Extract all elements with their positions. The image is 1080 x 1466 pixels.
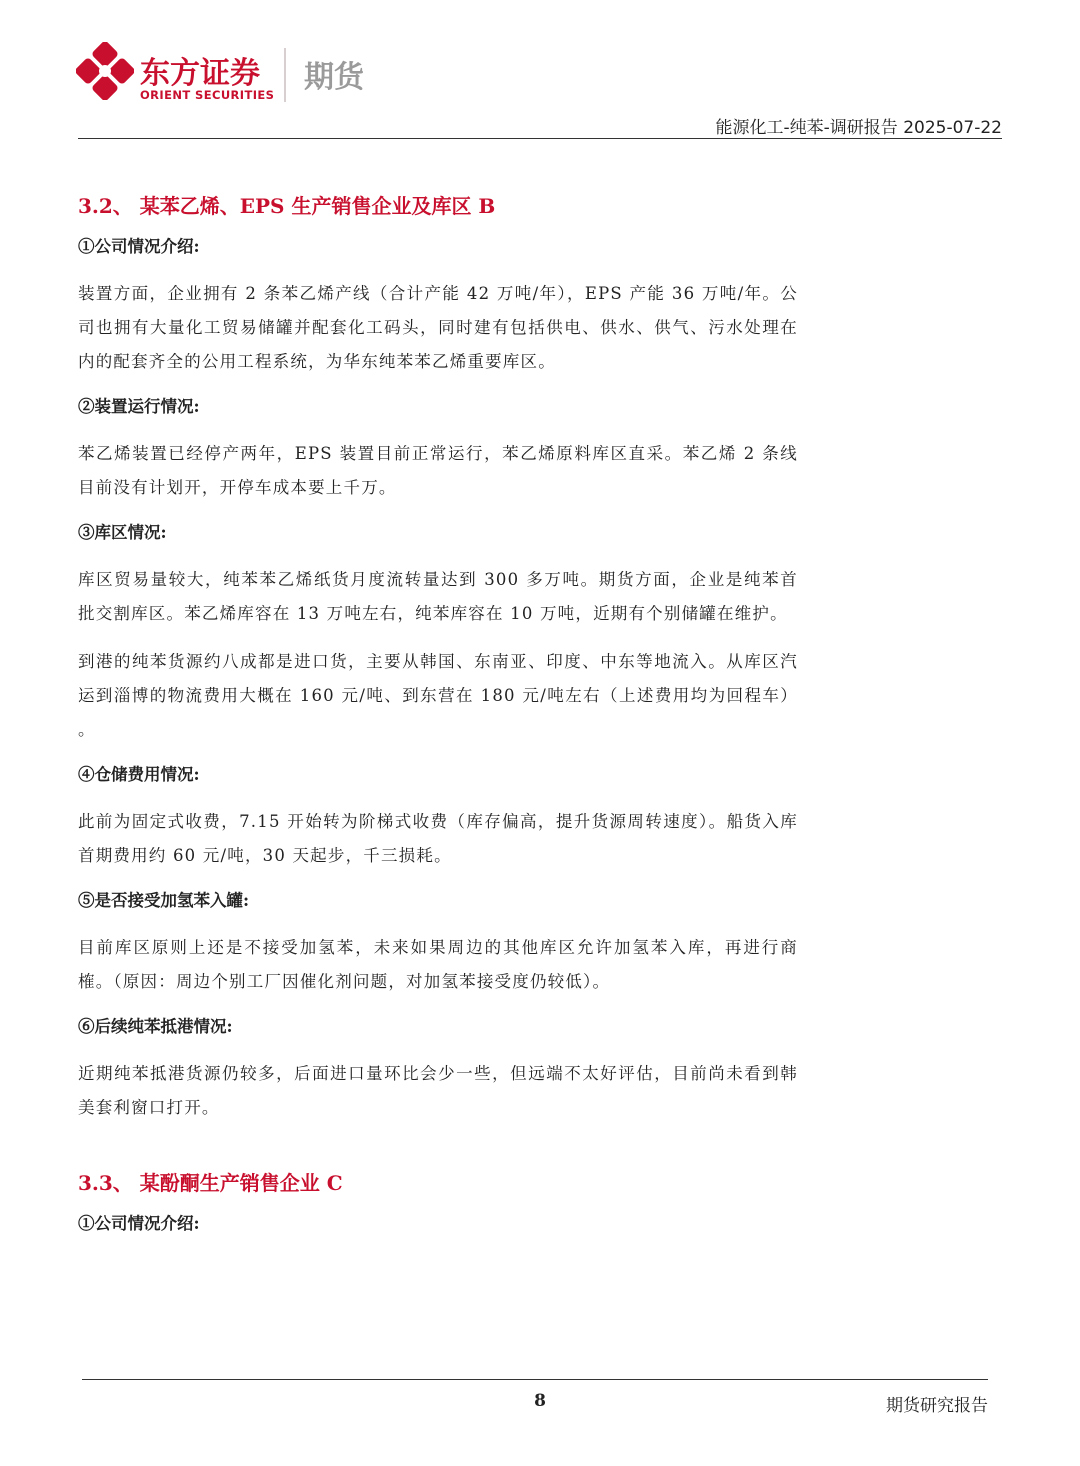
paragraph-storage-area: 库区贸易量较大，纯苯苯乙烯纸货月度流转量达到 300 多万吨。期货方面，企业是纯苯首批交割库区。苯乙烯库容在 13 万吨左右，纯苯库容在 10 万吨，近期有个别储罐在维护。 xyxy=(78,570,798,623)
page-number: 8 xyxy=(534,1391,546,1411)
subheading-port-arrivals: ⑥后续纯苯抵港情况: xyxy=(78,1017,233,1036)
paragraph-company-intro: 装置方面，企业拥有 2 条苯乙烯产线（合计产能 42 万吨/年），EPS 产能 36 万吨/年。公司也拥有大量化工贸易储罐并配套化工码头，同时建有包括供电、供水、供气、污水处理在内的配套齐全的公用工程系统，为华东纯苯苯乙烯重要库区。 xyxy=(78,284,798,371)
subheading-storage-fees: ④仓储费用情况: xyxy=(78,765,200,784)
subheading-unit-operation: ②装置运行情况: xyxy=(78,397,200,416)
paragraph-unit-operation: 苯乙烯装置已经停产两年，EPS 装置目前正常运行，苯乙烯原料库区直采。苯乙烯 2 条线目前没有计划开，开停车成本要上千万。 xyxy=(78,444,798,497)
footer-divider xyxy=(82,1379,988,1380)
subheading-hydro-benzene: ⑤是否接受加氢苯入罐: xyxy=(78,891,250,910)
brand-name-cn: 东方证券 xyxy=(140,56,260,91)
section-title-3-3: 3.3、 某酚酮生产销售企业 C xyxy=(78,1171,343,1195)
page-header xyxy=(0,0,1080,140)
footer-report-type: 期货研究报告 xyxy=(886,1396,988,1416)
paragraph-import-logistics: 到港的纯苯货源约八成都是进口货，主要从韩国、东南亚、印度、中东等地流入。从库区汽运到淄博的物流费用大概在 160 元/吨、到东营在 180 元/吨左右（上述费用均为回程车） 。 xyxy=(78,652,798,739)
subheading-company-intro: ①公司情况介绍: xyxy=(78,237,200,256)
paragraph-port-arrivals: 近期纯苯抵港货源仍较多，后面进口量环比会少一些，但远端不太好评估，目前尚未看到韩美套利窗口打开。 xyxy=(78,1064,798,1117)
orient-securities-logo-icon xyxy=(76,42,134,100)
section-title-3-2: 3.2、 某苯乙烯、EPS 生产销售企业及库区 B xyxy=(78,194,496,218)
brand-name-en: ORIENT SECURITIES xyxy=(140,88,275,102)
brand-divider xyxy=(284,48,286,102)
subheading-company-intro-c: ①公司情况介绍: xyxy=(78,1214,200,1233)
paragraph-hydro-benzene: 目前库区原则上还是不接受加氢苯，未来如果周边的其他库区允许加氢苯入库，再进行商榷。（原因：周边个别工厂因催化剂问题，对加氢苯接受度仍较低）。 xyxy=(78,938,798,991)
paragraph-storage-fees: 此前为固定式收费，7.15 开始转为阶梯式收费（库存偏高，提升货源周转速度）。船货入库首期费用约 60 元/吨，30 天起步，千三损耗。 xyxy=(78,812,798,865)
subheading-storage-area: ③库区情况: xyxy=(78,523,167,542)
header-divider xyxy=(78,138,1002,139)
brand-futures-label: 期货 xyxy=(304,60,364,95)
report-body xyxy=(78,190,798,1254)
report-category-date: 能源化工-纯苯-调研报告 2025-07-22 xyxy=(715,118,1002,138)
